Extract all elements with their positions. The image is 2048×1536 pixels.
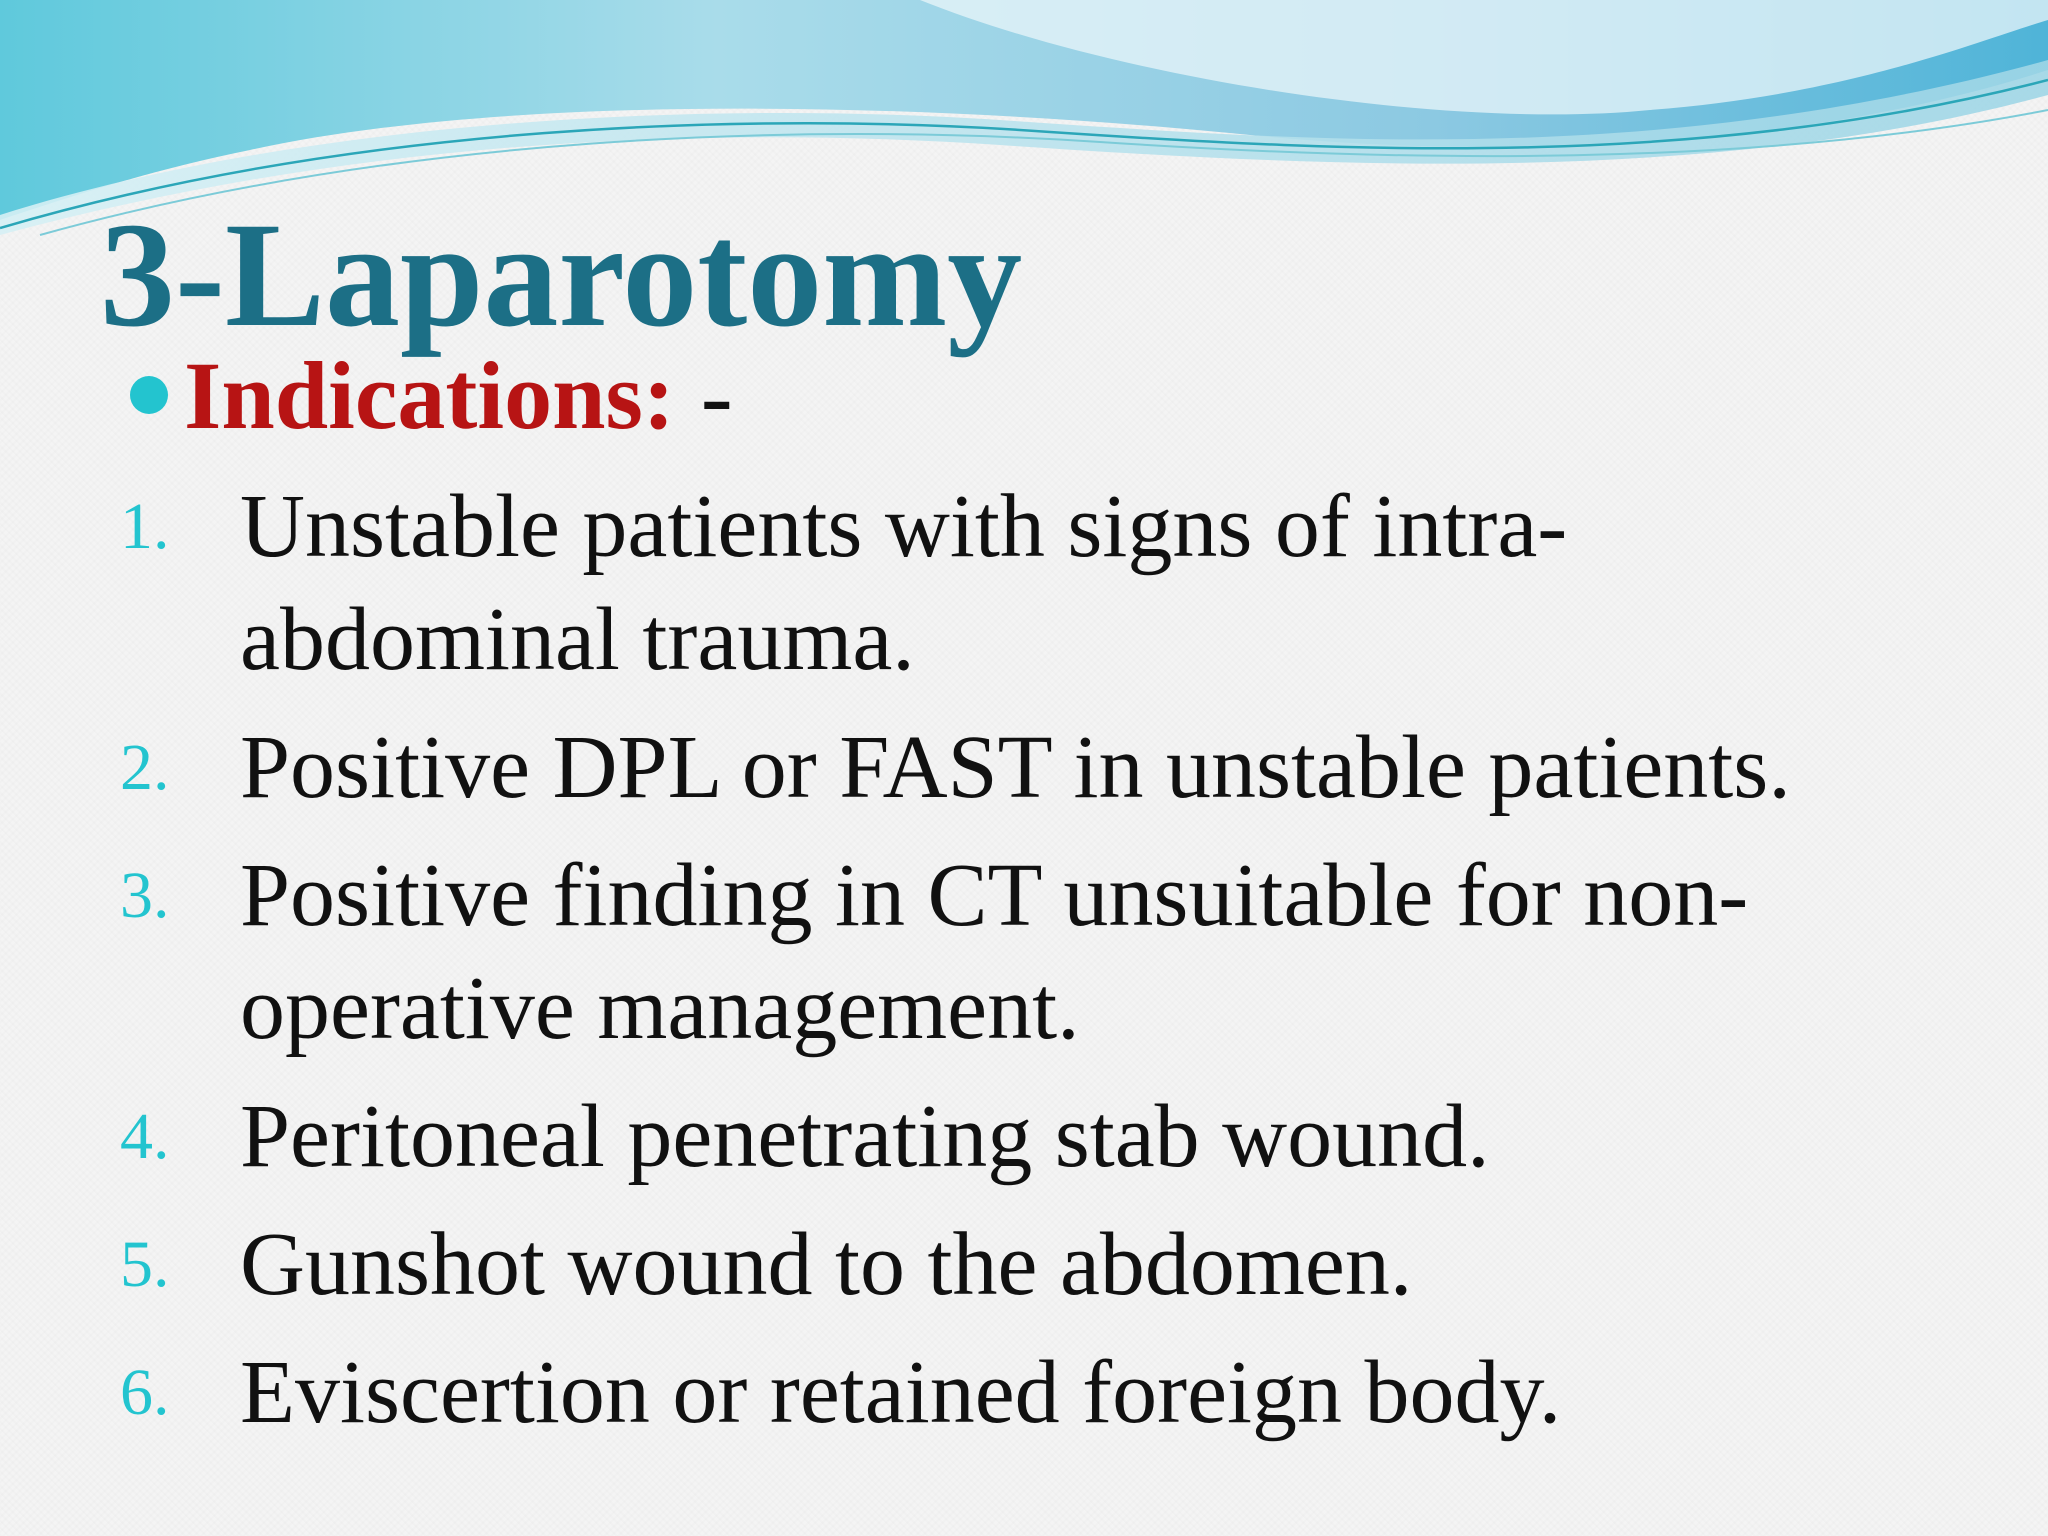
- list-item-number: 1.: [120, 490, 170, 563]
- list-item-text: [240, 1080, 2040, 1193]
- list-item-line: Gunshot wound to the abdomen.: [240, 1215, 1413, 1314]
- list-item: [120, 1080, 2040, 1193]
- bullet-icon: [130, 376, 168, 414]
- list-item: [120, 1208, 2040, 1321]
- indications-label: Indications:: [184, 341, 675, 449]
- list-item: [120, 1336, 2040, 1449]
- list-item-text: [240, 839, 2040, 1065]
- list-item-text: [240, 711, 2040, 824]
- list-item: [120, 470, 2040, 696]
- list-item-line: Unstable patients with signs of intra-: [240, 477, 1568, 576]
- list-item-line: Positive DPL or FAST in unstable patients.: [240, 718, 1791, 817]
- indications-suffix: -: [700, 341, 733, 449]
- list-item-line: Positive finding in CT unsuitable for non-: [240, 846, 1749, 945]
- list-item-line: Peritoneal penetrating stab wound.: [240, 1087, 1490, 1186]
- list-item-text: [240, 1336, 2040, 1449]
- list-item-number: 6.: [120, 1356, 170, 1429]
- list-item-number: 2.: [120, 731, 170, 804]
- list-item-text: [240, 470, 2040, 696]
- slide-title: 3-Laparotomy: [100, 192, 1023, 358]
- list-item-line: abdominal trauma.: [240, 590, 915, 689]
- list-item: [120, 711, 2040, 824]
- list-item-number: 3.: [120, 859, 170, 932]
- indications-list: [120, 470, 2040, 1464]
- list-item-number: 5.: [120, 1228, 170, 1301]
- list-item-line: operative management.: [240, 959, 1080, 1058]
- list-item: [120, 839, 2040, 1065]
- list-item-number: 4.: [120, 1100, 170, 1173]
- indications-heading: [130, 340, 733, 450]
- list-item-line: Eviscertion or retained foreign body.: [240, 1343, 1562, 1442]
- list-item-text: [240, 1208, 2040, 1321]
